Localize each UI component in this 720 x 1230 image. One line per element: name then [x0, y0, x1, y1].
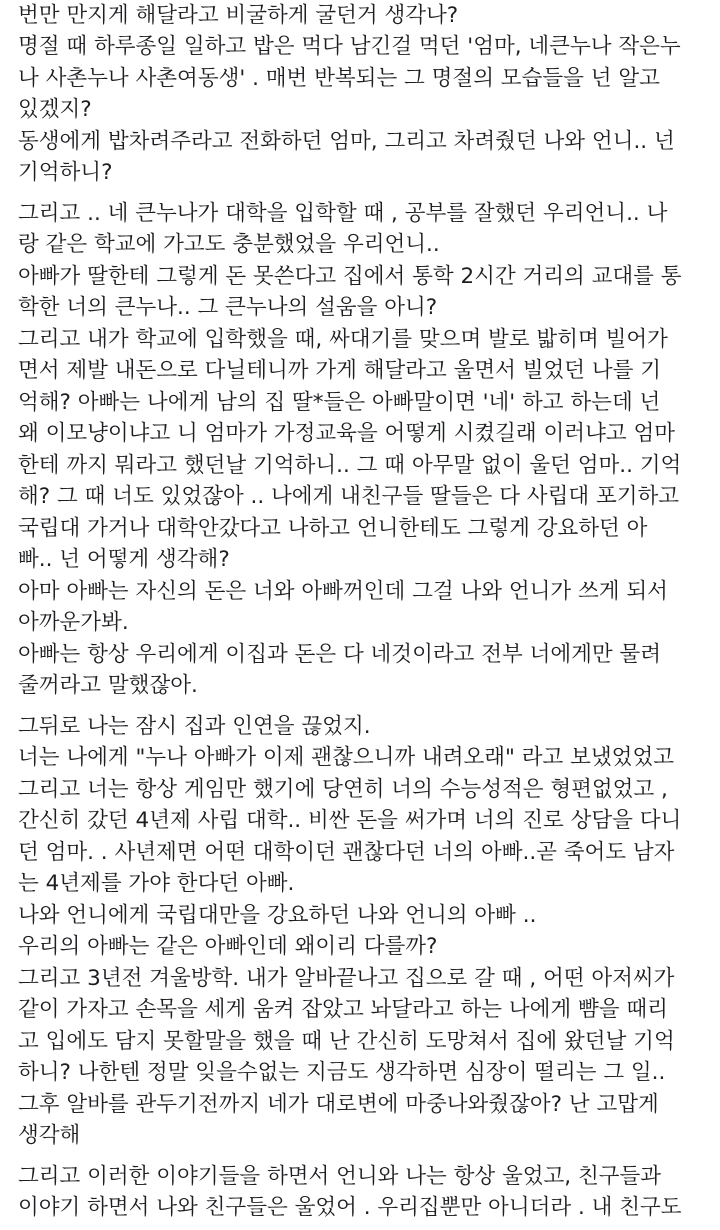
text-line: 나와 언니에게 국립대만을 강요하던 나와 언니의 아빠 ..: [18, 903, 537, 928]
text-line: 번만 만지게 해달라고 비굴하게 굴던거 생각나?: [18, 3, 459, 28]
text-line: 고 입에도 담지 못할말을 했을 때 난 간신히 도망쳐서 집에 왔던날 기억: [18, 1029, 675, 1054]
text-line: 아빠는 항상 우리에게 이집과 돈은 다 네것이라고 전부 너에게만 물려: [18, 642, 662, 667]
text-line: 아빠가 딸한테 그렇게 돈 못쓴다고 집에서 통학 2시간 거리의 교대를 통: [18, 264, 682, 289]
text-line: 그리고 내가 학교에 입학했을 때, 싸대기를 맞으며 발로 밟히며 빌어가: [18, 327, 668, 352]
text-line: 국립대 가거나 대학안갔다고 나하고 언니한테도 그렇게 강요하던 아: [18, 516, 648, 541]
text-line: 하니? 나한텐 정말 잊을수없는 지금도 생각하면 심장이 떨리는 그 일..: [18, 1060, 666, 1085]
text-line: 아까운가봐.: [18, 610, 129, 635]
text-line: 한테 까지 뭐라고 했던날 기억하니.. 그 때 아무말 없이 울던 엄마.. 기억: [18, 453, 682, 478]
text-line: 그리고 .. 네 큰누나가 대학을 입학할 때 , 공부를 잘했던 우리언니.. 나: [18, 201, 668, 226]
text-line: 이야기 하면서 나와 친구들은 울었어 . 우리집뿐만 아니더라 . 내 친구도: [18, 1195, 682, 1220]
text-line: 던 엄마. . 사년제면 어떤 대학이던 괜찮다던 너의 아빠..곧 죽어도 남자: [18, 840, 675, 865]
text-line: 는 4년제를 가야 한다던 아빠.: [18, 871, 295, 896]
text-line: 해? 그 때 너도 있었잖아 .. 나에게 내친구들 딸들은 다 사립대 포기하고: [18, 484, 680, 509]
text-line: 억해? 아빠는 나에게 남의 집 딸*들은 아빠말이면 '네' 하고 하는데 넌: [18, 390, 661, 415]
text-line: 우리의 아빠는 같은 아빠인데 왜이리 다를까?: [18, 934, 438, 959]
text-line: 생각해: [18, 1123, 81, 1148]
text-line: 줄꺼라고 말했잖아.: [18, 673, 198, 698]
text-line: 기억하니?: [18, 160, 113, 185]
text-line: 그리고 이러한 이야기들을 하면서 언니와 나는 항상 울었고, 친구들과: [18, 1164, 662, 1189]
text-line: 있겠지?: [18, 97, 92, 122]
text-line: 아마 아빠는 자신의 돈은 너와 아빠꺼인데 그걸 나와 언니가 쓰게 되서: [18, 579, 668, 604]
text-line: 간신히 갔던 4년제 사립 대학.. 비싼 돈을 써가며 너의 진로 상담을 다니: [18, 808, 682, 833]
text-line: 그리고 3년전 겨울방학. 내가 알바끝나고 집으로 갈 때 , 어떤 아저씨가: [18, 966, 675, 991]
text-line: 그리고 너는 항상 게임만 했기에 당연히 너의 수능성적은 형편없었고 ,: [18, 777, 668, 802]
text-line: 빠.. 넌 어떻게 생각해?: [18, 547, 230, 572]
text-line: 동생에게 밥차려주라고 전화하던 엄마, 그리고 차려줬던 나와 언니.. 넌: [18, 129, 675, 154]
text-line: 너는 나에게 "누나 아빠가 이제 괜찮으니까 내려오래" 라고 보냈었었고: [18, 745, 674, 770]
text-line: 학한 너의 큰누나.. 그 큰누나의 설움을 아니?: [18, 295, 438, 320]
text-line: 그뒤로 나는 잠시 집과 인연을 끊었지.: [18, 714, 371, 739]
text-line: 명절 때 하루종일 일하고 밥은 먹다 남긴걸 먹던 '엄마, 네큰누나 작은누: [18, 34, 681, 59]
text-line: 왜 이모냥이냐고 니 엄마가 가정교육을 어떻게 시켰길래 이러냐고 엄마: [18, 421, 675, 446]
text-line: 그후 알바를 관두기전까지 네가 대로변에 마중나와줬잖아? 난 고맙게: [18, 1092, 659, 1117]
text-line: 나 사촌누나 사촌여동생' . 매번 반복되는 그 명절의 모습들을 넌 알고: [18, 66, 660, 91]
text-line: 랑 같은 학교에 가고도 충분했었을 우리언니..: [18, 232, 440, 257]
text-line: 같이 가자고 손목을 세게 움켜 잡았고 놔달라고 하는 나에게 뺨을 때리: [18, 997, 668, 1022]
text-line: 면서 제발 내돈으로 다닐테니까 가게 해달라고 울면서 빌었던 나를 기: [18, 358, 662, 383]
